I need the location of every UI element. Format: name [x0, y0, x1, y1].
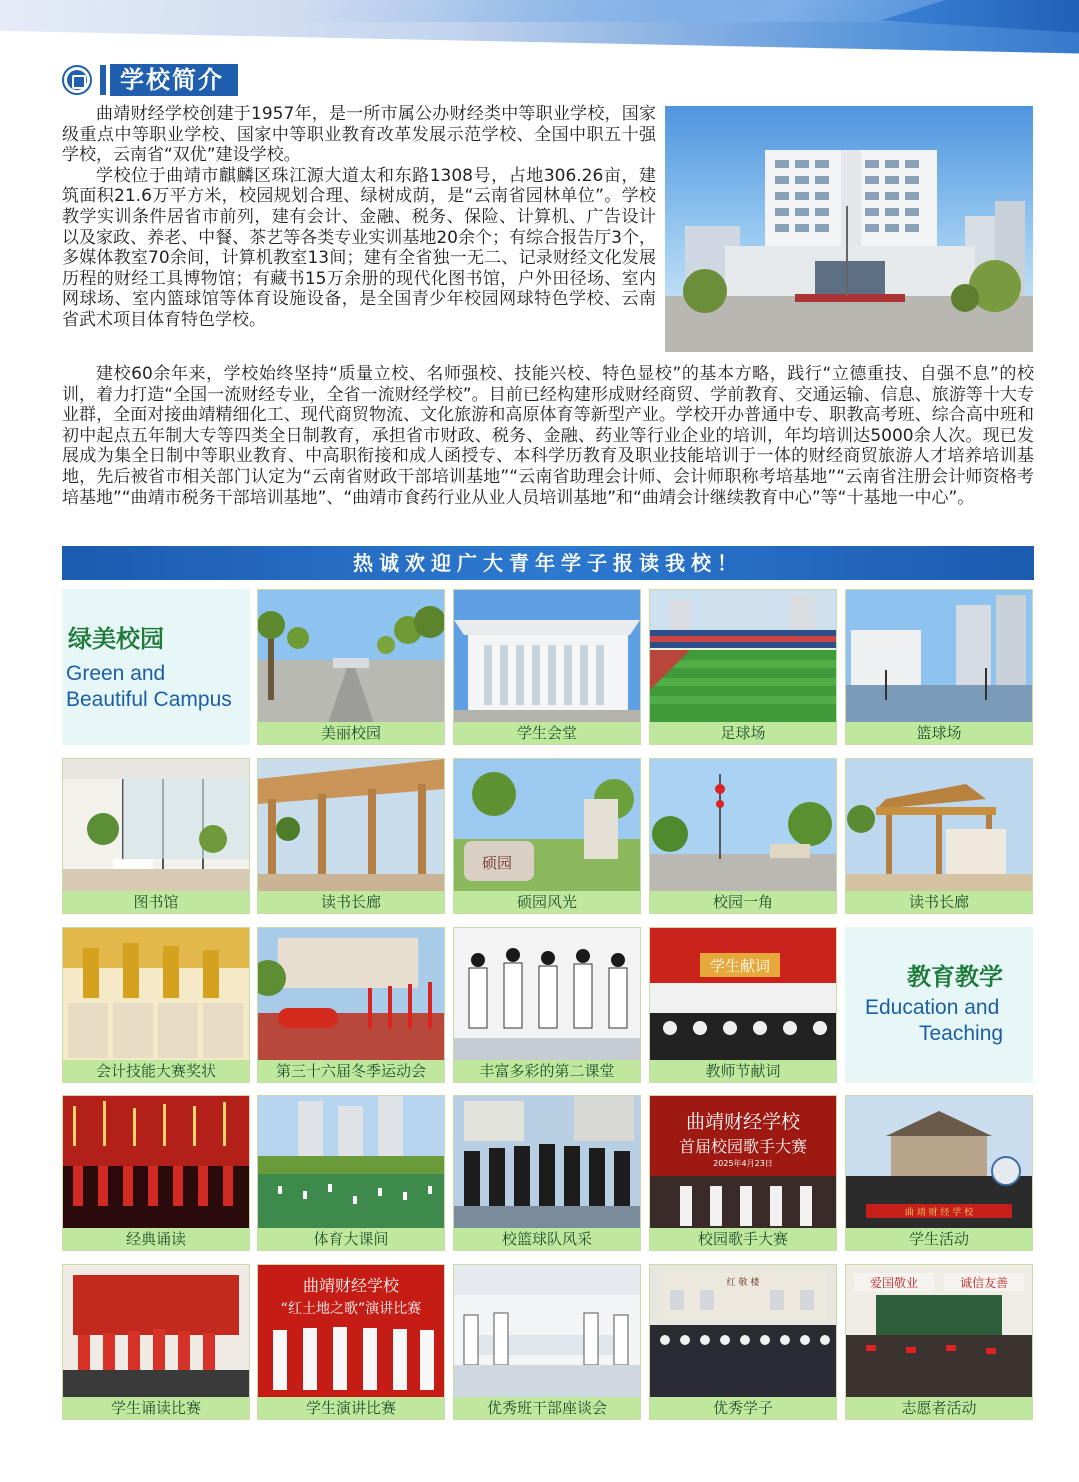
- school-emblem-icon: [62, 65, 92, 95]
- pe-class-photo: [258, 1096, 444, 1229]
- photo-caption: 篮球场: [846, 722, 1032, 744]
- school-building-photo: [665, 106, 1033, 352]
- campus-label-cn: 绿美校园: [68, 625, 164, 653]
- photo-tile: [649, 1095, 837, 1251]
- photo-tile: [649, 589, 837, 745]
- reading-contest-photo: [63, 1265, 249, 1398]
- campus-label-en-2: Beautiful Campus: [66, 688, 232, 711]
- speech-title-1: 曲靖财经学校: [302, 1276, 400, 1295]
- photo-tile: [453, 927, 641, 1083]
- welcome-banner: 热诚欢迎广大青年学子报读我校！: [62, 546, 1034, 580]
- photo-caption: 会计技能大赛奖状: [63, 1060, 249, 1082]
- photo-tile: [257, 927, 445, 1083]
- section-header: [62, 64, 238, 96]
- student-activity-photo: [846, 1096, 1032, 1229]
- photo-caption: 图书馆: [63, 891, 249, 913]
- speech-contest-photo: [258, 1265, 444, 1398]
- education-label-en-1: Education and: [865, 996, 1000, 1019]
- history-text: [62, 364, 1034, 508]
- photo-caption: 优秀学子: [650, 1397, 836, 1419]
- campus-label-en-1: Green and: [66, 662, 166, 685]
- student-hall-photo: [454, 590, 640, 723]
- volunteer-sign-1: 爱国敬业: [869, 1276, 919, 1290]
- campus-avenue-photo: [258, 590, 444, 723]
- photo-caption: 教师节献词: [650, 1060, 836, 1082]
- education-label-cn: 教育教学: [907, 963, 1003, 991]
- photo-caption: 读书长廊: [258, 891, 444, 913]
- basketball-team-photo: [454, 1096, 640, 1229]
- singer-title-1: 曲靖财经学校: [685, 1111, 801, 1133]
- reading-corridor-photo: [258, 759, 444, 892]
- photo-tile: [257, 1264, 445, 1420]
- section-title: 学校简介: [110, 64, 238, 96]
- reading-corridor-photo: [846, 759, 1032, 892]
- stone-inscription: 硕园: [482, 854, 513, 872]
- volunteer-activity-photo: [846, 1265, 1032, 1398]
- campus-corner-photo: [650, 759, 836, 892]
- photo-caption: 第三十六届冬季运动会: [258, 1060, 444, 1082]
- photo-tile: [649, 1264, 837, 1420]
- teachers-day-photo: [650, 928, 836, 1061]
- building-sign: 红 敬 楼: [726, 1278, 760, 1288]
- photo-tile: [257, 589, 445, 745]
- photo-tile: [845, 1095, 1033, 1251]
- trophy-photo: [63, 928, 249, 1061]
- photo-tile: [453, 589, 641, 745]
- education-section-label: [845, 927, 1033, 1083]
- photo-caption: 学生演讲比赛: [258, 1397, 444, 1419]
- photo-tile: [257, 1095, 445, 1251]
- education-label-en-2: Teaching: [919, 1022, 1004, 1045]
- photo-tile: [649, 758, 837, 914]
- singer-date: 2025年4月23日: [713, 1159, 773, 1168]
- photo-tile: [62, 1095, 250, 1251]
- photo-caption: 优秀班干部座谈会: [454, 1397, 640, 1419]
- singer-title-2: 首届校园歌手大赛: [678, 1137, 808, 1156]
- dance-class-photo: [454, 928, 640, 1061]
- photo-tile: [62, 1264, 250, 1420]
- photo-tile: [453, 1095, 641, 1251]
- header-divider: [100, 65, 106, 95]
- photo-tile: [62, 927, 250, 1083]
- photo-caption: 学生诵读比赛: [63, 1397, 249, 1419]
- photo-caption: 读书长廊: [846, 891, 1032, 913]
- photo-tile: [62, 758, 250, 914]
- photo-tile: [845, 589, 1033, 745]
- photo-tile: [845, 758, 1033, 914]
- speech-title-2: “红土地之歌”演讲比赛: [280, 1301, 422, 1317]
- history-paragraph: 建校60余年来，学校始终坚持“质量立校、名师强校、技能兴校、特色显校”的基本方略，践行“立德重技、自强不息”的校训，着力打造“全国一流财经专业，全省一流财经学校”。目前已经构建形成财经商贸、学前教育、交通运输、信息、旅游等十大专业群，全面对接曲靖精细化工、现代商贸物流、文化旅游和高原体育等新型产业。学校开办普通中专、职教高考班、综合高中班和初中起点五年制大专等四类全日制教育，承担省市财政、税务、金融、药业等行业企业的培训，年均培训达5000余人次。现已发展成为集全日制中等职业教育、中高职衔接和成人函授专、本科学历教育及职业技能培训于一体的财经商贸旅游人才培养培训基地，先后被省市相关部门认定为“云南省财政干部培训基地”“云南省助理会计师、会计师职称考培基地”“云南省注册会计师资格考培基地”“曲靖市税务干部培训基地”、“曲靖市食药行业从业人员培训基地”和“曲靖会计继续教育中心”等“十基地一中心”。: [62, 364, 1034, 508]
- football-field-photo: [650, 590, 836, 723]
- photo-caption: 丰富多彩的第二课堂: [454, 1060, 640, 1082]
- photo-caption: 校园一角: [650, 891, 836, 913]
- class-leader-meeting-photo: [454, 1265, 640, 1398]
- photo-caption: 体育大课间: [258, 1228, 444, 1250]
- volunteer-sign-2: 诚信友善: [959, 1276, 1009, 1290]
- intro-text: [62, 104, 656, 331]
- photo-tile: [257, 758, 445, 914]
- intro-paragraph-2: 学校位于曲靖市麒麟区珠江源大道太和东路1308号，占地306.26亩，建筑面积21.6万平方米，校园规划合理、绿树成荫，是“云南省园林单位”。学校教学实训条件居省市前列，建有会计、金融、税务、保险、计算机、广告设计以及家政、养老、中餐、茶艺等各类专业实训基地20余个；有综合报告厅3个，多媒体教室70余间，计算机教室13间；建有全省独一无二、记录财经文化发展历程的财经工具博物馆；有藏书15万余册的现代化图书馆，户外田径场、室内网球场、室内篮球馆等体育设施设备，是全国青少年校园网球特色学校、云南省武术项目体育特色学校。: [62, 165, 656, 330]
- photo-caption: 学生会堂: [454, 722, 640, 744]
- intro-paragraph-1: 曲靖财经学校创建于1957年，是一所市属公办财经类中等职业学校，国家级重点中等职业学校、国家中等职业教育改革发展示范学校、全国中职五十强学校，云南省“双优”建设学校。: [62, 104, 656, 166]
- photo-caption: 志愿者活动: [846, 1397, 1032, 1419]
- photo-tile: [453, 1264, 641, 1420]
- basketball-court-photo: [846, 590, 1032, 723]
- campus-section-label: [62, 589, 250, 745]
- photo-caption: 校园歌手大赛: [650, 1228, 836, 1250]
- singer-contest-photo: [650, 1096, 836, 1229]
- photo-caption: 经典诵读: [63, 1228, 249, 1250]
- activity-banner-text: 曲 靖 财 经 学 校: [904, 1208, 974, 1218]
- top-decorative-band: [0, 0, 1079, 60]
- photo-caption: 美丽校园: [258, 722, 444, 744]
- library-photo: [63, 759, 249, 892]
- teachers-day-sign: 学生献词: [710, 957, 771, 975]
- shuo-garden-photo: [454, 759, 640, 892]
- outstanding-students-photo: [650, 1265, 836, 1398]
- classic-recitation-photo: [63, 1096, 249, 1229]
- photo-tile: [845, 1264, 1033, 1420]
- photo-caption: 硕园风光: [454, 891, 640, 913]
- sports-meet-photo: [258, 928, 444, 1061]
- photo-tile: [649, 927, 837, 1083]
- photo-tile: [453, 758, 641, 914]
- photo-caption: 足球场: [650, 722, 836, 744]
- photo-caption: 校篮球队风采: [454, 1228, 640, 1250]
- photo-caption: 学生活动: [846, 1228, 1032, 1250]
